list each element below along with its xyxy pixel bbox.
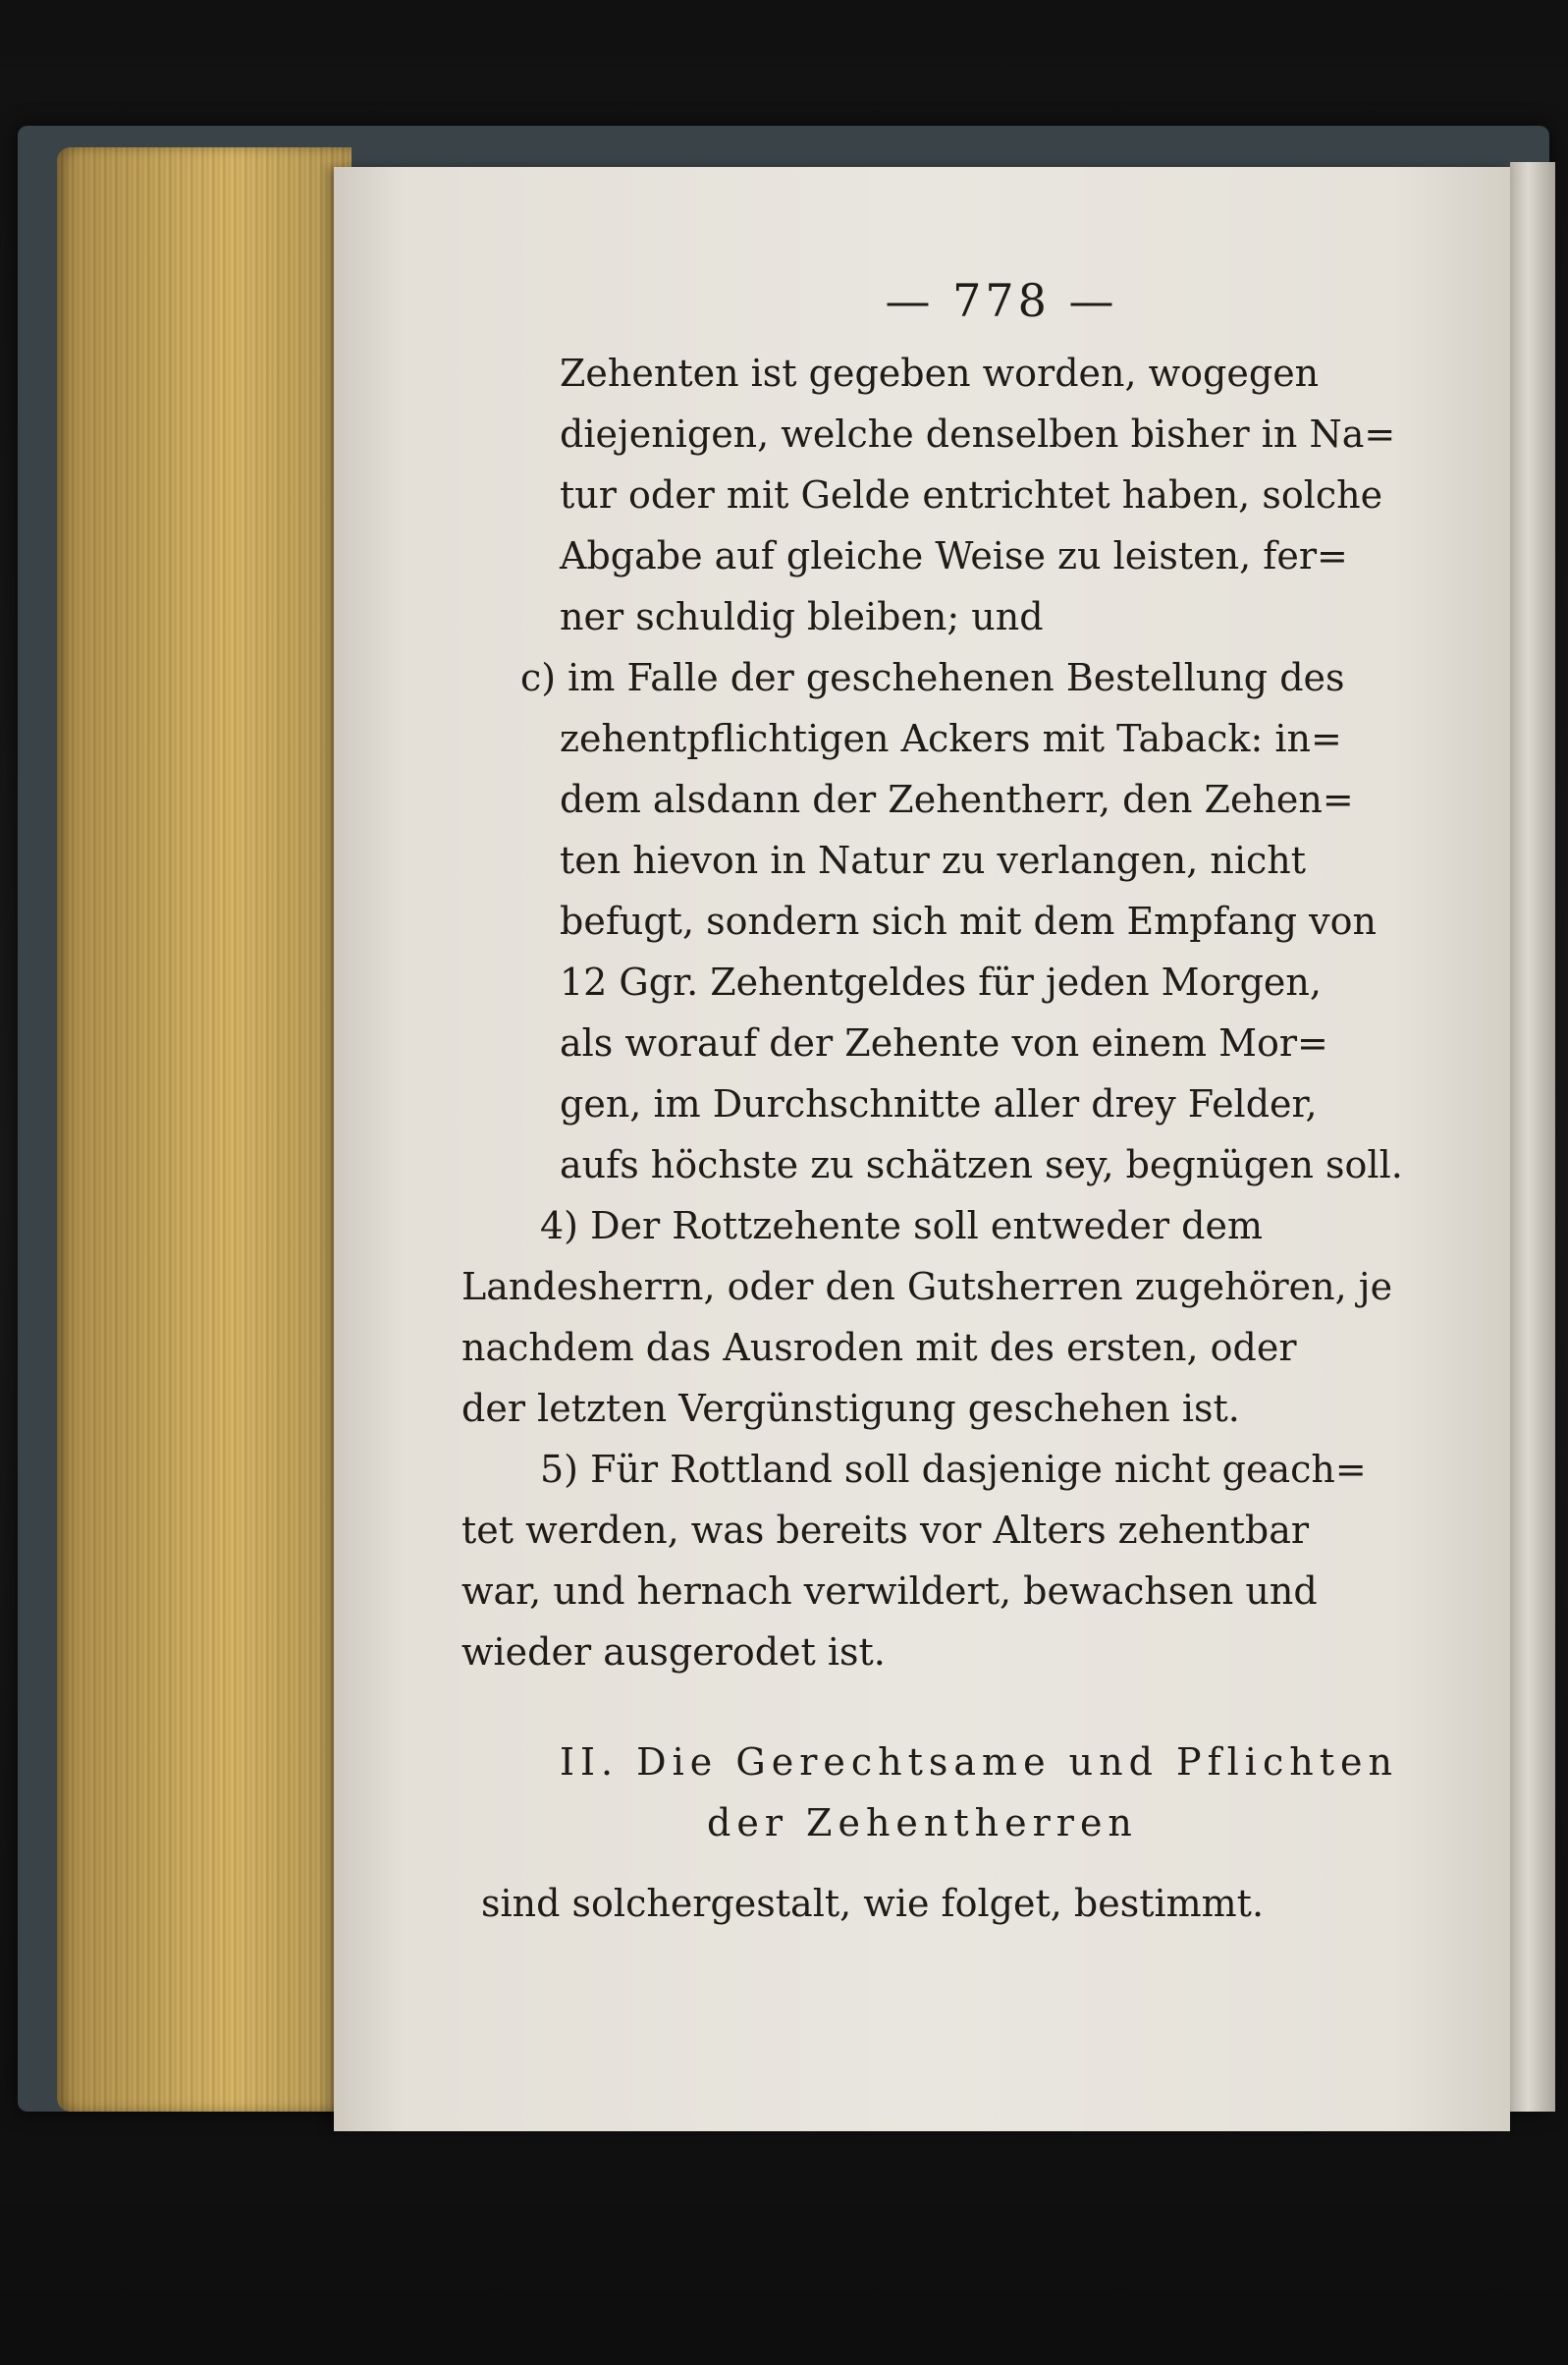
text-line: zehentpflichtigen Ackers mit Taback: in= xyxy=(560,717,1342,760)
text-line: Zehenten ist gegeben worden, wogegen xyxy=(560,352,1320,395)
text-line: c) im Falle der geschehenen Bestellung des xyxy=(520,656,1345,699)
text-line: wieder ausgerodet ist. xyxy=(461,1630,886,1674)
text-line: war, und hernach verwildert, bewachsen und xyxy=(461,1569,1318,1613)
text-line: tur oder mit Gelde entrichtet haben, solche xyxy=(560,473,1383,517)
text-line: tet werden, was bereits vor Alters zehentbar xyxy=(461,1509,1310,1552)
page-text xyxy=(461,270,1443,1934)
text-line: 5) Für Rottland soll dasjenige nicht geach= xyxy=(540,1448,1367,1491)
text-line: als worauf der Zehente von einem Mor= xyxy=(560,1021,1328,1065)
text-line: aufs höchste zu schätzen sey, begnügen soll. xyxy=(560,1143,1403,1186)
text-line: Landesherrn, oder den Gutsherren zugehören, je xyxy=(461,1265,1393,1308)
final-line: sind solchergestalt, wie folget, bestimmt. xyxy=(481,1882,1265,1925)
text-line: gen, im Durchschnitte aller drey Felder, xyxy=(560,1082,1318,1126)
text-line: ten hievon in Natur zu verlangen, nicht xyxy=(560,839,1306,882)
text-line: nachdem das Ausroden mit des ersten, oder xyxy=(461,1326,1297,1369)
text-line: diejenigen, welche denselben bisher in Na= xyxy=(560,412,1396,456)
text-line: befugt, sondern sich mit dem Empfang von xyxy=(560,900,1377,943)
page-number: — 778 — xyxy=(885,274,1118,327)
section-heading: II. Die Gerechtsame und Pflichten xyxy=(560,1740,1398,1784)
section-heading-continued: der Zehentherren xyxy=(707,1801,1138,1844)
text-line: dem alsdann der Zehentherr, den Zehen= xyxy=(560,778,1354,821)
next-page-edge xyxy=(1510,162,1555,2112)
text-line: der letzten Vergünstigung geschehen ist. xyxy=(461,1387,1240,1430)
text-line: Abgabe auf gleiche Weise zu leisten, fer= xyxy=(560,534,1348,578)
text-line: 4) Der Rottzehente soll entweder dem xyxy=(540,1204,1264,1247)
book-page xyxy=(334,167,1510,2131)
text-line: 12 Ggr. Zehentgeldes für jeden Morgen, xyxy=(560,961,1322,1004)
page-edges xyxy=(57,147,351,2112)
text-line: ner schuldig bleiben; und xyxy=(560,595,1044,638)
